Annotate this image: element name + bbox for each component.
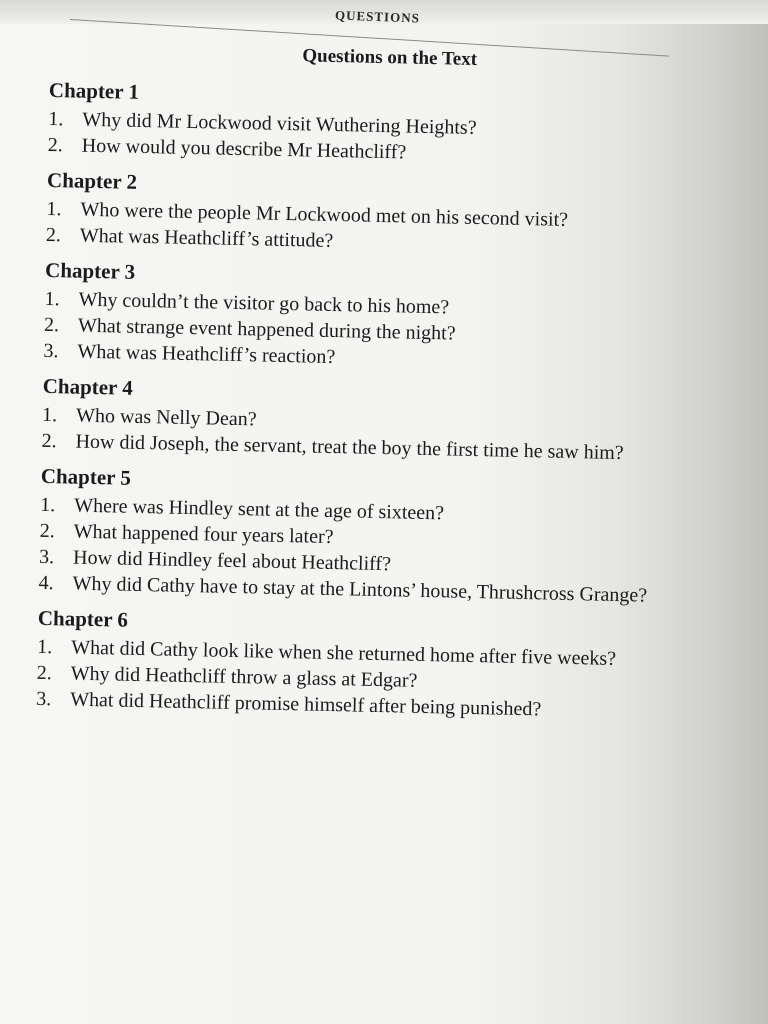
- chapter-heading: Chapter 2: [46, 167, 138, 194]
- chapter-section: [43, 258, 685, 377]
- question-text: Why did Mr Lockwood visit Wuthering Heights?: [82, 108, 477, 139]
- chapter-heading: Chapter 6: [37, 605, 129, 632]
- question-text: How did Hindley feel about Heathcliff?: [72, 546, 392, 576]
- chapter-heading: Chapter 3: [44, 257, 136, 284]
- question-text: Who was Nelly Dean?: [75, 404, 257, 431]
- question-text: What happened four years later?: [73, 520, 334, 549]
- question-text: What strange event happened during the night?: [77, 314, 456, 345]
- question-number: 4.: [38, 571, 54, 595]
- question-text: What did Heathcliff promise himself after being punished?: [69, 688, 542, 721]
- question-text: How did Joseph, the servant, treat the boy the first time he saw him?: [75, 430, 624, 465]
- question-number: 1.: [44, 287, 60, 311]
- question-number: 3.: [38, 545, 55, 569]
- question-number: 3.: [35, 687, 52, 711]
- question-text: Where was Hindley sent at the age of sixteen?: [74, 494, 445, 525]
- question-number: 3.: [43, 339, 59, 363]
- question-number: 1.: [46, 197, 62, 221]
- page-content: [36, 40, 690, 735]
- question-number: 1.: [48, 107, 64, 131]
- chapter-section: [38, 464, 681, 609]
- question-text: Who were the people Mr Lockwood met on his second visit?: [80, 198, 569, 231]
- page-title: Questions on the Text: [302, 45, 478, 70]
- chapter-heading: Chapter 4: [42, 373, 134, 400]
- question-number: 2.: [41, 429, 57, 453]
- question-number: 2.: [36, 661, 52, 685]
- question-number: 2.: [45, 223, 62, 247]
- question-number: 2.: [39, 519, 55, 543]
- question-number: 2.: [43, 313, 60, 337]
- chapter-section: [46, 168, 688, 261]
- question-text: Why couldn’t the visitor go back to his home?: [78, 288, 450, 319]
- question-text: What was Heathcliff’s attitude?: [79, 224, 334, 252]
- question-number: 1.: [37, 635, 53, 659]
- question-text: Why did Cathy have to stay at the Lintons’ house, Thrushcross Grange?: [72, 572, 648, 607]
- chapter-section: [36, 606, 678, 725]
- question-text: How would you describe Mr Heathcliff?: [81, 134, 407, 164]
- question-text: What did Cathy look like when she returned home after five weeks?: [71, 636, 617, 670]
- question-text: Why did Heathcliff throw a glass at Edgar?: [70, 662, 418, 692]
- question-number: 2.: [47, 133, 64, 157]
- question-number: 1.: [41, 403, 58, 427]
- chapter-heading: Chapter 1: [48, 77, 140, 104]
- chapter-section: [41, 374, 683, 467]
- chapter-heading: Chapter 5: [40, 463, 132, 490]
- running-head: QUESTIONS: [334, 7, 421, 26]
- chapter-list: [36, 78, 689, 725]
- chapter-section: [48, 78, 690, 171]
- question-text: What was Heathcliff’s reaction?: [77, 340, 336, 369]
- question-number: 1.: [40, 493, 56, 517]
